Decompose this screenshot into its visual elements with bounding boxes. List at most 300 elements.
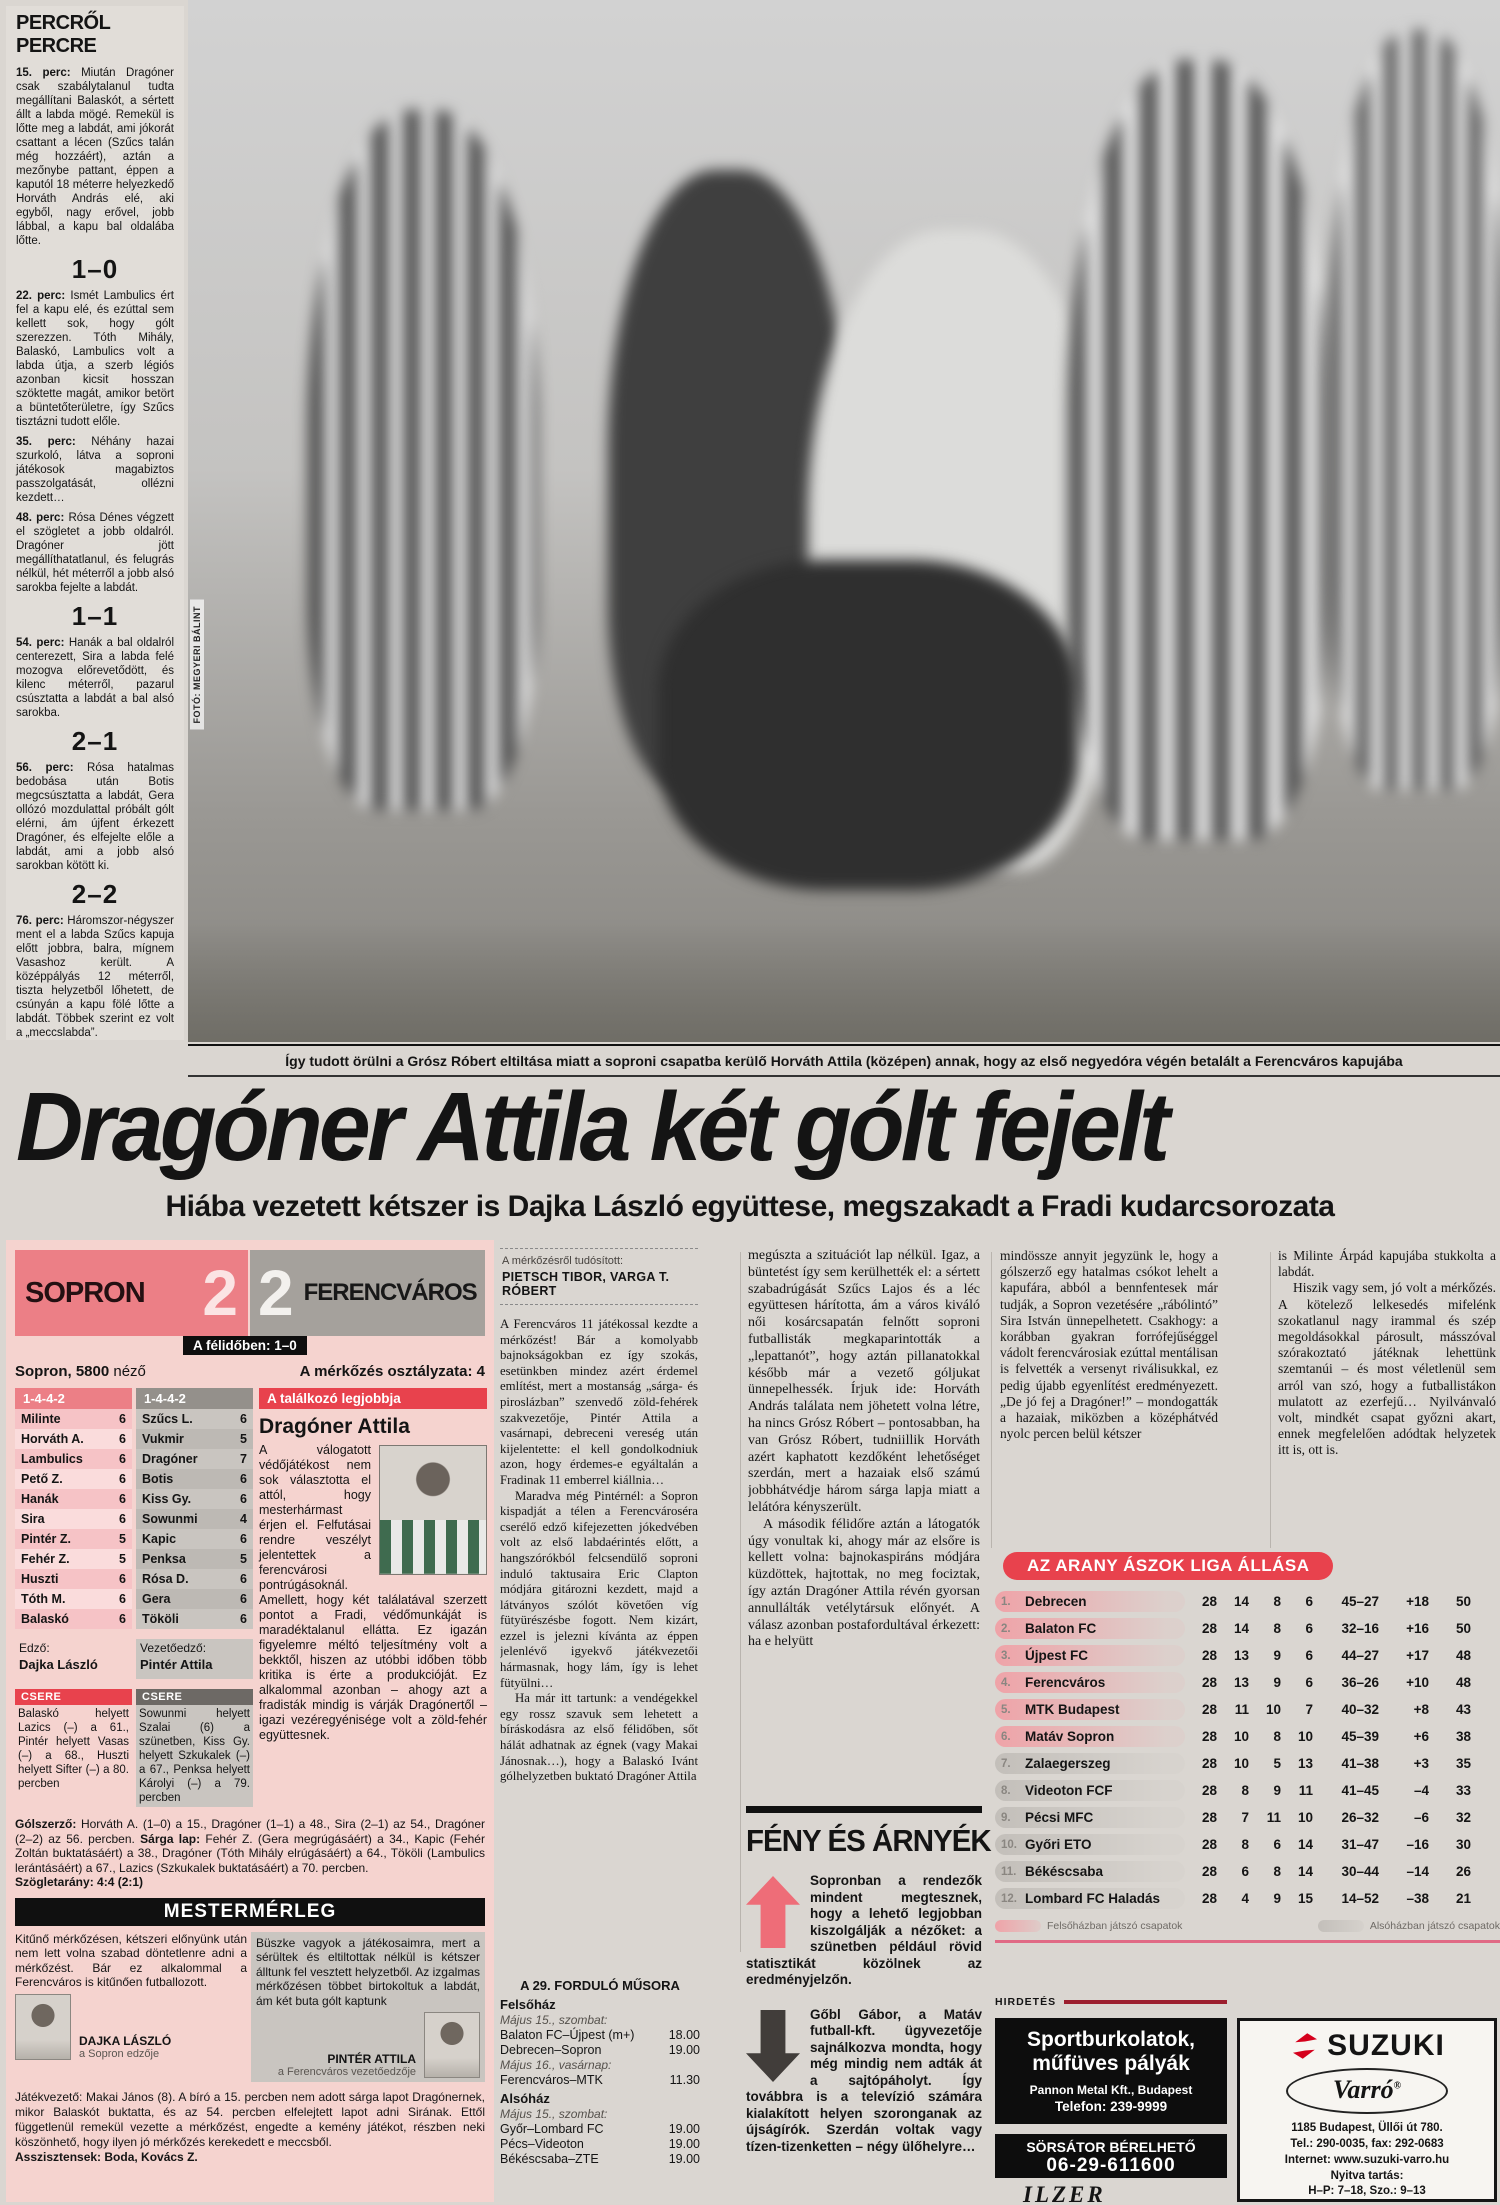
league-goals: 41–45: [1341, 1783, 1379, 1798]
photo-ground: [188, 922, 1500, 1042]
article-paragraph: megúszta a szituációt lap nélkül. Igaz, a büntetést így sem kerülhették el: a sértett szabadrúgását Szűcs Lajos és a léc együttesen hárította, ám a város kiváló női kosárcsapatán felnőtt soproni futballisták megkaparintották a „lepattanót”, hogy aztán pillanatokkal később már a vezető góljukat ünnepelhessék. Írjuk ide: Horváth András találata nem jöhetett volna létre, ha nincs Grósz Róbert – pontosabban, ha van Grósz Róbert, tudniillik Horváth azért kaphatott kezdőként lehetőséget szerdán, mert a hazaiak első számú jobbhátvédje három sárga lapja miatt a lelátóra kényszerült.: [748, 1248, 980, 1515]
article-paragraph: Hiszik vagy sem, jó volt a mérkőzés. A kötelező lelkesedés mifelénk szokatlanul nagy irammal és szép megoldásokkal párosult, másszóval szórakoztató játéknak lehettünk szemtanúi – és most véletlenül sem arról van szó, hogy a futballistákon mulatott az ezerfejű… Nyilvánvaló volt, mindkét csapat győzni akart, ennek megfelelően adódtak helyzetek itt is, ott is.: [1278, 1280, 1496, 1458]
league-goals: 45–39: [1341, 1729, 1379, 1744]
fixture-time: 19.00: [668, 2152, 700, 2166]
lineup-row: [136, 1409, 253, 1429]
league-team: Újpest FC: [1025, 1648, 1089, 1663]
player-rating: 5: [119, 1552, 126, 1566]
fixture-time: 18.00: [668, 2028, 700, 2042]
away-coach-photo: [424, 2012, 480, 2078]
fixture-row: [500, 2028, 700, 2042]
match-info-row: [15, 1363, 485, 1380]
away-coach: Vezetőedző: Pintér Attila: [136, 1639, 253, 1679]
player-name: Pintér Z.: [21, 1532, 72, 1546]
sport-surfaces-ad: Sportburkolatok, műfüves pályák Pannon Metal Kft., Budapest Telefon: 239-9999: [995, 2018, 1227, 2124]
league-row: [995, 1804, 1500, 1831]
league-row: [995, 1750, 1500, 1777]
player-name: Tököli: [142, 1612, 179, 1626]
home-subs-banner: CSERE: [15, 1689, 132, 1705]
player-rating: 5: [240, 1432, 247, 1446]
league-position: 3.: [1001, 1649, 1011, 1662]
lineup-row: [136, 1469, 253, 1489]
player-rating: 6: [119, 1592, 126, 1606]
player-name: Horváth A.: [21, 1432, 84, 1446]
upper-house-swatch: [995, 1920, 1041, 1932]
varro-logo: Varró®: [1286, 2068, 1448, 2114]
score-after: 1–0: [71, 254, 119, 284]
minute-by-minute-panel: [6, 6, 184, 1040]
home-coach-sig-role: a Sopron edzője: [79, 2047, 160, 2060]
minute-entry: 48. perc: Rósa Dénes végzett el szögletet a jobb oldalról. Dragóner jött megállíthatatlanul, és felugrás nélkül, hét méterről a jobb alsó sarokba fejelte a labdát.: [16, 512, 174, 594]
player-rating: 6: [240, 1572, 247, 1586]
league-position: 2.: [1001, 1622, 1011, 1635]
league-points: 50: [1455, 1594, 1471, 1609]
player-name: Balaskó: [21, 1612, 69, 1626]
player-name: Szűcs L.: [142, 1412, 193, 1426]
player-rating: 6: [119, 1472, 126, 1486]
league-wins: 13: [1233, 1675, 1249, 1690]
column-rule: [991, 1252, 992, 1548]
league-team: Ferencváros: [1025, 1675, 1106, 1690]
away-coach-sig-name: PINTÉR ATTILA: [327, 2052, 416, 2066]
player-name: Milinte: [21, 1412, 61, 1426]
league-losses: 11: [1298, 1783, 1313, 1798]
league-wins: 7: [1241, 1810, 1249, 1825]
league-row: [995, 1777, 1500, 1804]
best-player-photo: [379, 1445, 487, 1575]
player-name: Kiss Gy.: [142, 1492, 192, 1506]
league-team: Győri ETO: [1025, 1837, 1092, 1852]
league-losses: 10: [1297, 1810, 1313, 1825]
minute-entry: 35. perc: Néhány hazai szurkoló, látva a soproni játékosok magabiztos passzolgatását, ollézni kezdett…: [16, 436, 174, 504]
scoreboard: [15, 1250, 485, 1353]
league-row: [995, 1588, 1500, 1615]
fixture-row: [500, 2137, 700, 2151]
minute-entry: 22. perc: Ismét Lambulics ért fel a kapu elé, és ezúttal sem kellett sok, hogy gólt szerezzen. Tóth Mihály, Balaskó, Lambulics volt a labda útja, a szerb légiós azonban kicsit hosszan szöktette magát, amikor betört a büntetőterületre, így Szűcs tisztázni tudott előle.: [16, 290, 174, 428]
league-team-pill: [995, 1834, 1185, 1855]
league-wins: 13: [1233, 1648, 1249, 1663]
league-played: 28: [1201, 1810, 1217, 1825]
fixture-pairing: Győr–Lombard FC: [500, 2122, 604, 2136]
lineup-row: [15, 1589, 132, 1609]
league-losses: 7: [1305, 1702, 1313, 1717]
player-figure: [308, 110, 538, 810]
league-position: 6.: [1001, 1730, 1011, 1743]
league-row: [995, 1885, 1500, 1912]
league-row: [995, 1831, 1500, 1858]
player-rating: 4: [240, 1512, 247, 1526]
player-rating: 5: [119, 1532, 126, 1546]
league-position: 7.: [1001, 1757, 1011, 1770]
minute-panel-title: PERCRŐL PERCRE: [16, 12, 110, 57]
player-rating: 6: [240, 1532, 247, 1546]
league-goal-diff: +8: [1413, 1702, 1429, 1717]
league-goals: 26–32: [1341, 1810, 1379, 1825]
next-round-box: [500, 1978, 700, 2166]
player-rating: 6: [119, 1512, 126, 1526]
away-score: 2: [258, 1257, 294, 1329]
away-coach-sig-role: a Ferencváros vezetőedzője: [277, 2066, 416, 2078]
league-goals: 32–16: [1341, 1621, 1379, 1636]
match-rating: A mérkőzés osztályzata: 4: [299, 1363, 485, 1380]
headline: Dragóner Attila két gólt fejelt: [16, 1072, 1167, 1181]
minute-label: 48. perc:: [16, 512, 65, 524]
league-points: 48: [1455, 1675, 1471, 1690]
fixture-row: [500, 2152, 700, 2166]
ilzer-logo: ILZER: [1023, 2182, 1106, 2205]
player-rating: 6: [119, 1432, 126, 1446]
lineup-row: [15, 1509, 132, 1529]
player-rating: 6: [240, 1412, 247, 1426]
best-player-name: Dragóner Attila: [259, 1415, 410, 1438]
league-position: 10.: [1001, 1838, 1017, 1851]
league-position: 12.: [1001, 1892, 1017, 1905]
league-row: [995, 1858, 1500, 1885]
league-played: 28: [1201, 1729, 1217, 1744]
league-goals: 14–52: [1341, 1891, 1379, 1906]
home-coach-photo: [15, 1994, 71, 2060]
away-coach-quote-box: Büszke vagyok a játékosaimra, mert a sérültek és eltiltottak nélkül is kétszer álltunk fel vesztett helyzetből. Az izgalmas mérkőzésen többet birtokoltuk a labdát, ám két buta gólt kaptunk PINTÉR ATTILA a Ferencváros vezetőedzője: [251, 1932, 485, 2083]
league-wins: 6: [1241, 1864, 1249, 1879]
best-player-banner: A találkozó legjobbja: [259, 1388, 487, 1409]
league-losses: 6: [1305, 1648, 1313, 1663]
minute-label: 76. perc:: [16, 915, 64, 927]
league-points: 30: [1455, 1837, 1471, 1852]
league-team-pill: [995, 1699, 1185, 1720]
league-team: Videoton FCF: [1025, 1783, 1113, 1798]
player-figure: [658, 560, 1078, 890]
league-row: [995, 1696, 1500, 1723]
byline-label: A mérkőzésről tudósított:: [502, 1255, 624, 1267]
home-coach-sig-name: DAJKA LÁSZLÓ: [79, 2033, 172, 2048]
fixture-time: 19.00: [668, 2137, 700, 2151]
article-column-3: [1000, 1248, 1218, 1548]
league-team-pill: [995, 1807, 1185, 1828]
up-arrow-icon: [746, 1876, 800, 1948]
away-subs-text: Sowunmi helyett Szalai (6) a szünetben, Kiss Gy. helyett Szkukalek (–) a 67., Penksa helyett Károlyi (–) a 79. percben: [136, 1705, 253, 1807]
league-goals: 30–44: [1341, 1864, 1379, 1879]
home-team-box: [15, 1250, 248, 1336]
shadow-item: Gőbl Gábor, a Matáv futball-kft. ügyvezetője sajnálkozva mondta, hogy még mindig nem adták át a sajtópáholyt. Így továbbra is a televízió számára kialakított helyen szoronganak az újságírók. Szerdán voltak vagy tízen-tizenketten – négy ülőhelyre…: [746, 2006, 982, 2154]
player-name: Huszti: [21, 1572, 59, 1586]
lineup-row: [136, 1509, 253, 1529]
player-name: Tóth M.: [21, 1592, 66, 1606]
league-position: 5.: [1001, 1703, 1011, 1716]
league-played: 28: [1201, 1594, 1217, 1609]
venue-attendance: Sopron, 5800 néző: [15, 1363, 146, 1380]
league-draws: 10: [1265, 1702, 1281, 1717]
league-legend: [995, 1920, 1500, 1943]
home-lineup: [15, 1388, 132, 1807]
away-subs-banner: CSERE: [136, 1689, 253, 1705]
minute-label: 35. perc:: [16, 436, 76, 448]
lineup-row: [15, 1549, 132, 1569]
fixture-date: Május 15., szombat:: [500, 2107, 608, 2121]
league-team-pill: [995, 1753, 1185, 1774]
league-goal-diff: –4: [1413, 1783, 1429, 1798]
league-goal-diff: –38: [1406, 1891, 1429, 1906]
league-draws: 8: [1273, 1621, 1281, 1636]
advertisement-area: [995, 1996, 1500, 2205]
player-name: Kapic: [142, 1532, 177, 1546]
best-player-box: [259, 1388, 487, 1807]
league-played: 28: [1201, 1837, 1217, 1852]
fixture-row: [500, 2122, 700, 2136]
league-played: 28: [1201, 1675, 1217, 1690]
byline-authors: PIETSCH TIBOR, VARGA T. RÓBERT: [502, 1270, 670, 1298]
column-rule: [1270, 1252, 1271, 1548]
halftime-score: A félidőben: 1–0: [183, 1336, 307, 1355]
league-team: Debrecen: [1025, 1594, 1087, 1609]
league-goal-diff: –16: [1406, 1837, 1429, 1852]
lineup-row: [136, 1429, 253, 1449]
league-row: [995, 1723, 1500, 1750]
league-points: 48: [1455, 1648, 1471, 1663]
section-rule: [746, 1806, 982, 1813]
article-paragraph: mindössze annyit jegyzünk le, hogy a gólszerző egy hatalmas csókot lehelt a kapufára, abból a bennfentesek már tudják, a Sopron vezetésére „rábólintó” Sira István ünnepelhetett. Csakhogy: a korábban gyakran forrófejűséggel vádolt ferencvárosiak ezúttal mentálisan is felvették a versenyt riválisukkal, ez pedig újabb egyenlítést eredményezett. „De jó fej a Dragóner!” – mondogatták a hazaiak, miközben a középhátvéd nyolc percen belül kétszer: [1000, 1248, 1218, 1442]
league-goals: 36–26: [1341, 1675, 1379, 1690]
league-losses: 6: [1305, 1594, 1313, 1609]
player-rating: 6: [119, 1612, 126, 1626]
lower-house-swatch: [1318, 1920, 1364, 1932]
minute-entry: 15. perc: Miután Dragóner csak szabálytalanul tudta megállítani Balaskót, a sértett állt a labda mögé. Remekül is lőtte meg a labdát, ami jókorát csattant a lécen (Szűcs talán még hozzáért), aztán a mezőnybe pattant, éppen a kaputól 18 méterre helyezkedő Horváth András elé, aki egyből, nagy erővel, jobb lábbal, a kapu bal oldalába lőtte.: [16, 67, 174, 247]
home-formation: 1-4-4-2: [15, 1388, 132, 1409]
light-and-shadow-title: FÉNY ÉS ÁRNYÉK: [746, 1823, 991, 1858]
fixture-row: [500, 2043, 700, 2057]
league-losses: 6: [1305, 1621, 1313, 1636]
light-item: Sopronban a rendezők mindent megtesznek, hogy a lehető legjobban kiszolgálják a nézőket: a szünetben például rövid statisztikát közölnek az eredményjelzőn.: [746, 1873, 982, 1987]
minute-label: 54. perc:: [16, 637, 65, 649]
score-after: 1–1: [71, 601, 119, 631]
player-name: Lambulics: [21, 1452, 83, 1466]
league-draws: 5: [1273, 1756, 1281, 1771]
player-name: Fehér Z.: [21, 1552, 70, 1566]
subheadline: Hiába vezetett kétszer is Dajka László együttese, megszakadt a Fradi kudarcsorozata: [165, 1190, 1335, 1223]
league-goal-diff: +16: [1406, 1621, 1429, 1636]
league-points: 33: [1455, 1783, 1471, 1798]
league-played: 28: [1201, 1702, 1217, 1717]
league-wins: 14: [1233, 1621, 1249, 1636]
league-played: 28: [1201, 1891, 1217, 1906]
league-goals: 31–47: [1341, 1837, 1379, 1852]
league-played: 28: [1201, 1621, 1217, 1636]
home-coach-quote-box: Kitűnő mérkőzésen, kétszeri előnyünk után nem lett volna szabad döntetlenre adni a mérkőzést. Bár ez alkalommal a Ferencváros is kitűnően futballozott. DAJKA LÁSZLÓ a Sopron edzője: [15, 1931, 247, 2060]
league-team-pill: [995, 1591, 1185, 1612]
lineup-row: [136, 1529, 253, 1549]
league-played: 28: [1201, 1783, 1217, 1798]
mestermerleg-banner: MESTERMÉRLEG: [15, 1898, 485, 1926]
league-goal-diff: +18: [1406, 1594, 1429, 1609]
league-played: 28: [1201, 1756, 1217, 1771]
league-losses: 10: [1297, 1729, 1313, 1744]
lineup-row: [136, 1569, 253, 1589]
suzuki-contact: [1240, 2121, 1494, 2200]
corner-ratio: Szögletarány: 4:4 (2:1): [15, 1875, 144, 1889]
lineup-row: [136, 1449, 253, 1469]
league-draws: 9: [1273, 1675, 1281, 1690]
league-wins: 8: [1241, 1783, 1249, 1798]
article-column-1: [500, 1248, 698, 1972]
league-wins: 10: [1233, 1756, 1249, 1771]
lineup-row: [15, 1569, 132, 1589]
league-goals: 41–38: [1341, 1756, 1379, 1771]
home-subs-text: Balaskó helyett Lazics (–) a 61., Pintér helyett Vasas (–) a 68., Huszti helyett Sifter (–) a 80. percben: [18, 1708, 129, 1790]
suzuki-phone: Tel.: 290-0035, fax: 292-0683: [1290, 2137, 1444, 2150]
down-arrow-icon: [746, 2010, 800, 2082]
article-paragraph: is Milinte Árpád kapujába stukkolta a labdát.: [1278, 1248, 1496, 1280]
league-row: [995, 1669, 1500, 1696]
score-after: 2–2: [71, 879, 119, 909]
home-team-name: SOPRON: [25, 1276, 145, 1309]
league-goal-diff: –6: [1413, 1810, 1429, 1825]
league-team-pill: [995, 1888, 1185, 1909]
league-played: 28: [1201, 1864, 1217, 1879]
match-report-panel: [6, 1240, 494, 2202]
away-team-box: [250, 1250, 485, 1336]
player-name: Hanák: [21, 1492, 59, 1506]
league-goal-diff: +3: [1413, 1756, 1429, 1771]
league-table: [995, 1552, 1500, 1943]
article-column-4: [1278, 1248, 1496, 1558]
suzuki-brand: SUZUKI: [1327, 2029, 1445, 2062]
lower-house-label: Alsóházban játszó csapatok: [1369, 1920, 1500, 1932]
suzuki-dealer-ad: [1237, 2018, 1497, 2202]
league-draws: 8: [1273, 1729, 1281, 1744]
league-draws: 11: [1266, 1810, 1281, 1825]
league-losses: 14: [1297, 1864, 1313, 1879]
league-draws: 9: [1273, 1648, 1281, 1663]
player-figure: [1068, 60, 1328, 840]
fixture-time: 19.00: [668, 2122, 700, 2136]
league-team: Lombard FC Haladás: [1025, 1891, 1161, 1906]
lineup-row: [15, 1609, 132, 1629]
lineup-row: [15, 1409, 132, 1429]
fixture-list: [500, 1997, 700, 2166]
player-rating: 6: [240, 1472, 247, 1486]
fixture-date: Május 15., szombat:: [500, 2013, 608, 2027]
light-and-shadow-box: [746, 1806, 991, 2173]
league-row: [995, 1615, 1500, 1642]
player-name: Botis: [142, 1472, 174, 1486]
league-team: MTK Budapest: [1025, 1702, 1120, 1717]
home-coach: Edző: Dajka László: [19, 1641, 98, 1672]
league-team: Balaton FC: [1025, 1621, 1097, 1636]
minute-label: 22. perc:: [16, 290, 66, 302]
player-rating: 6: [240, 1592, 247, 1606]
player-rating: 6: [240, 1612, 247, 1626]
league-draws: 8: [1273, 1594, 1281, 1609]
article-paragraph: A Ferencváros 11 játékossal kezdte a mérkőzést! Bár a komolyabb bajnokságokban ez így szokás, esetünkben mindez azért érdemel említést, mert a mostanság „sárga- és piroslázban” szenvedő zöld-fehérek szakvezetője, Pintér Attila a vasárnapi, debreceni vereség után kijelentette: el kell gondolkodniuk azon, hogy érdemes-e egyáltalán a Fradinak 11 emberrel kiállnia…: [500, 1317, 698, 1487]
league-goals: 45–27: [1341, 1594, 1379, 1609]
minute-entry: 54. perc: Hanák a bal oldalról centerezett, Sira a labda felé mozogva előrevetődött, és kilenc méterről, pazarul csúsztatta a labdát a bal alsó sarokba.: [16, 637, 175, 719]
suzuki-hours-label: Nyitva tartás:: [1330, 2169, 1404, 2182]
league-position: 4.: [1001, 1676, 1011, 1689]
ad-label: HIRDETÉS: [995, 1996, 1057, 2008]
league-losses: 15: [1297, 1891, 1313, 1906]
ad-label-row: [995, 1996, 1227, 2008]
league-goal-diff: +6: [1413, 1729, 1429, 1744]
lineup-row: [15, 1429, 132, 1449]
league-points: 38: [1455, 1729, 1471, 1744]
league-points: 35: [1455, 1756, 1471, 1771]
league-team-pill: [995, 1861, 1185, 1882]
player-rating: 6: [240, 1492, 247, 1506]
league-team: Matáv Sopron: [1025, 1729, 1115, 1744]
league-goals: 44–27: [1341, 1648, 1379, 1663]
fixture-pairing: Pécs–Videoton: [500, 2137, 584, 2151]
fixture-time: 11.30: [669, 2073, 700, 2087]
referee-paragraph: Játékvezető: Makai János (8). A bíró a 15. percben nem adott sárga lapot Dragónernek, mikor Balaskót buktatta, és az 54. percben elfelejtett lapot adni Sirának. Ettől függetlenül remekül vezette a mérkőzést, engedte a kemény játékot, részben neki köszönhető, hogy ilyen jó mérkőzés kerekedett e meccsből. Asszisztensek: Boda, Kovács Z.: [15, 2090, 485, 2164]
league-points: 26: [1455, 1864, 1471, 1879]
league-wins: 11: [1234, 1702, 1249, 1717]
fixture-time: 19.00: [668, 2043, 700, 2057]
beer-tent-ad: SÖRSÁTOR BÉRELHETŐ 06-29-611600: [995, 2134, 1227, 2178]
league-position: 8.: [1001, 1784, 1011, 1797]
league-losses: 6: [1305, 1675, 1313, 1690]
league-losses: 13: [1297, 1756, 1313, 1771]
league-points: 21: [1455, 1891, 1471, 1906]
next-round-title: A 29. FORDULÓ MŰSORA: [520, 1978, 680, 1993]
player-rating: 7: [240, 1452, 247, 1466]
league-draws: 9: [1273, 1891, 1281, 1906]
article-paragraph: Ha már itt tartunk: a vendégekkel egy rossz szavuk sem lehetett a bíráskodásra az első félidőben, sőt hálát adhatnak az égnek (vagy Makai Jánosnak…), hogy a Balaskó Ivánt gólhelyzetben buktató Dragóner Attila: [500, 1691, 698, 1784]
suzuki-web: Internet: www.suzuki-varro.hu: [1284, 2153, 1450, 2166]
photo-credit: FOTÓ: MEGYERI BÁLINT: [190, 600, 204, 730]
suzuki-address: 1185 Budapest, Üllői út 780.: [1291, 2122, 1443, 2134]
player-name: Sowunmi: [142, 1512, 198, 1526]
league-draws: 9: [1273, 1783, 1281, 1798]
minute-label: 56. perc:: [16, 762, 74, 774]
fixture-pairing: Békéscsaba–ZTE: [500, 2152, 599, 2166]
league-draws: 8: [1273, 1864, 1281, 1879]
minute-entry: 56. perc: Rósa hatalmas bedobása után Botis megcsúsztatta a labdát, Gera ollózó mozdulattal próbált gólt elérni, ám újfent érkezett Dragóner, és elfejelte előle a labdát, ami a jobb alsó sarokban kötött ki.: [16, 762, 174, 872]
lineup-row: [15, 1449, 132, 1469]
league-points: 32: [1455, 1810, 1471, 1825]
league-team: Pécsi MFC: [1025, 1810, 1094, 1825]
lineup-row: [15, 1469, 132, 1489]
away-player-list: [136, 1409, 253, 1629]
player-name: Vukmir: [142, 1432, 184, 1446]
player-name: Rósa D.: [142, 1572, 189, 1586]
league-team-pill: [995, 1618, 1185, 1639]
league-position: 9.: [1001, 1811, 1011, 1824]
article-column-2: [748, 1248, 980, 1804]
byline-box: [500, 1248, 698, 1305]
league-table-title: AZ ARANY ÁSZOK LIGA ÁLLÁSA: [1003, 1552, 1333, 1580]
lineup-row: [15, 1489, 132, 1509]
player-rating: 6: [119, 1452, 126, 1466]
lineup-row: [15, 1529, 132, 1549]
minute-label: 15. perc:: [16, 67, 71, 79]
player-rating: 6: [119, 1492, 126, 1506]
lineup-row: [136, 1489, 253, 1509]
fixture-group: Alsóház: [500, 2091, 550, 2106]
player-name: Penksa: [142, 1552, 186, 1566]
scorers-paragraph: Gólszerző: Horváth A. (1–0) a 15., Dragóner (1–1) a 48., Sira (2–1) az 54., Dragóner (2–2) az 56. percben. Sárga lap: Fehér Z. (Gera megrúgásáért) a 34., Kapic (Fehér Zoltán buktatásáért) a 38., Dragóner (Tóth Mihály elrúgásáért) a 64., Tököli (Lambulics lerántásáért) a 67., Lazics (Szkukalek buktatásáért) a 70. percben. Szögletarány: 4:4 (2:1): [15, 1817, 485, 1889]
minute-entries: [16, 66, 174, 1040]
away-team-name: FERENCVÁROS: [303, 1279, 477, 1306]
player-rating: 6: [119, 1412, 126, 1426]
best-player-text: A válogatott védőjátékost nem sok választotta el attól, hogy mesterhármast érjen el. Felfutásai rendre veszélyt jelentettek a ferencvárosi pontrúgásoknál. Amellett, hogy két találatával szerzett pontot a Fradi, védőmunkáját is maradéktalanul ellátta. Ez igazán figyelemre méltó teljesítmény volt a bekktől, hiszen az utóbbi időben több kritika is érte a produkcióját. Ez alkalommal azonban – ahogy azt a fradisták mindig is várják Dragónertől – igazi vezéregyénisége volt a zöld-fehér együttesnek.: [259, 1443, 487, 1742]
league-position: 1.: [1001, 1595, 1011, 1608]
player-rating: 6: [119, 1572, 126, 1586]
league-team-pill: [995, 1726, 1185, 1747]
player-name: Dragóner: [142, 1452, 198, 1466]
fixture-pairing: Ferencváros–MTK: [500, 2073, 603, 2087]
league-wins: 14: [1233, 1594, 1249, 1609]
league-team-pill: [995, 1780, 1185, 1801]
fixture-pairing: Debrecen–Sopron: [500, 2043, 602, 2057]
